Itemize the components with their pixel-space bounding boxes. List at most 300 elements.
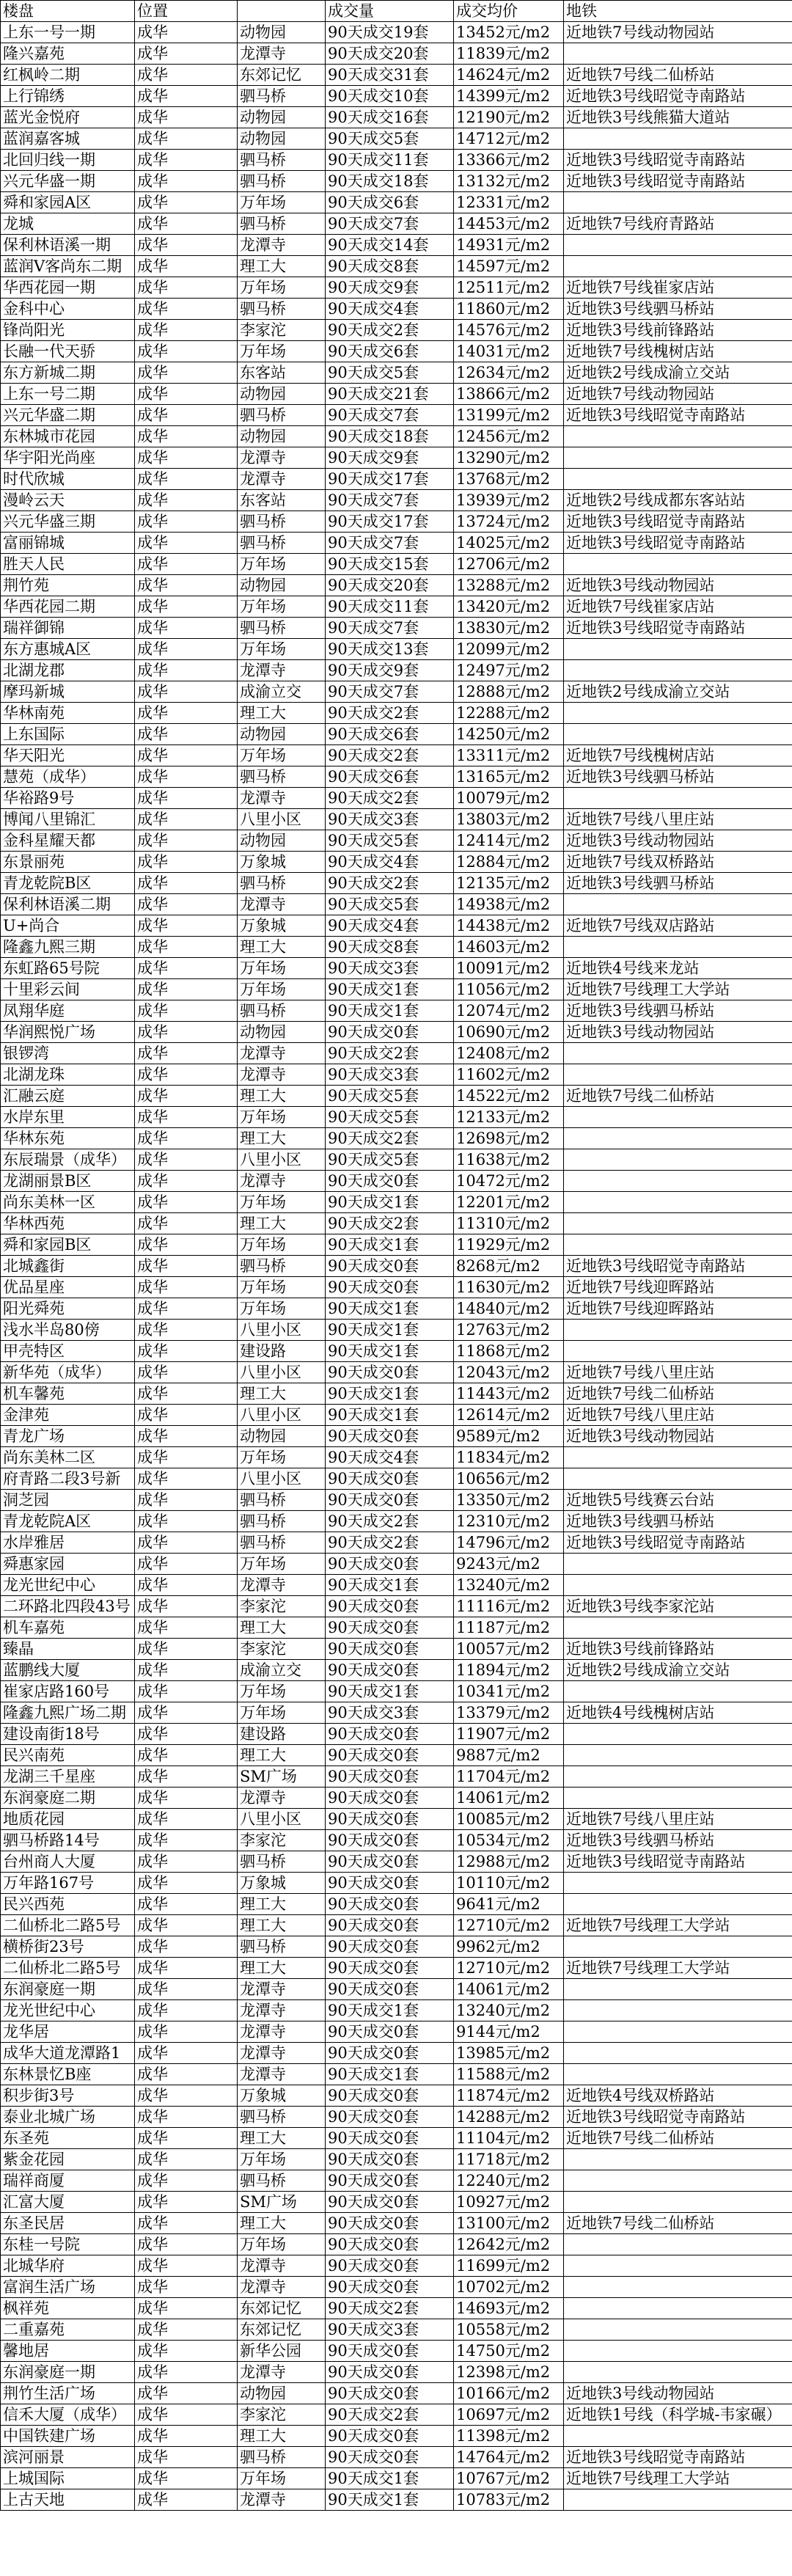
cell-volume: 90天成交31套 — [326, 65, 454, 86]
cell-district: 成华 — [135, 2085, 238, 2107]
cell-metro — [564, 1320, 792, 1341]
cell-district: 成华 — [135, 703, 238, 724]
cell-avg-price: 10091元/m2 — [454, 958, 564, 979]
cell-metro: 近地铁7号线二仙桥站 — [564, 65, 792, 86]
cell-metro — [564, 235, 792, 256]
cell-area: 李家沱 — [238, 1639, 326, 1660]
cell-area: 龙潭寺 — [238, 1043, 326, 1064]
table-row — [1, 724, 792, 745]
table-row — [1, 681, 792, 703]
cell-avg-price: 14938元/m2 — [454, 894, 564, 915]
cell-metro: 近地铁3号线昭觉寺南路站 — [564, 1256, 792, 1277]
cell-area: 八里小区 — [238, 1362, 326, 1383]
table-row — [1, 426, 792, 447]
cell-district: 成华 — [135, 405, 238, 426]
cell-estate: 富丽锦城 — [1, 533, 135, 554]
cell-avg-price: 12310元/m2 — [454, 1511, 564, 1532]
cell-district: 成华 — [135, 1511, 238, 1532]
cell-avg-price: 13768元/m2 — [454, 469, 564, 490]
cell-avg-price: 13724元/m2 — [454, 511, 564, 533]
cell-metro: 近地铁7号线二仙桥站 — [564, 1086, 792, 1107]
cell-area: 万年场 — [238, 639, 326, 660]
cell-volume: 90天成交0套 — [326, 1894, 454, 1915]
table-row — [1, 1873, 792, 1894]
cell-volume: 90天成交0套 — [326, 2128, 454, 2149]
cell-district: 成华 — [135, 1766, 238, 1788]
cell-estate: 隆鑫九熙广场二期 — [1, 1702, 135, 1724]
cell-estate: 长融一代天骄 — [1, 341, 135, 362]
cell-area: 万象城 — [238, 915, 326, 937]
cell-avg-price: 10690元/m2 — [454, 1022, 564, 1043]
cell-metro: 近地铁3号线动物园站 — [564, 830, 792, 852]
table-row — [1, 2213, 792, 2234]
table-row — [1, 469, 792, 490]
cell-estate: 东桂一号院 — [1, 2234, 135, 2255]
cell-volume: 90天成交9套 — [326, 660, 454, 681]
cell-area: SM广场 — [238, 1766, 326, 1788]
cell-district: 成华 — [135, 937, 238, 958]
cell-area: 李家沱 — [238, 1830, 326, 1851]
cell-avg-price: 12414元/m2 — [454, 830, 564, 852]
cell-avg-price: 12988元/m2 — [454, 1851, 564, 1873]
cell-district: 成华 — [135, 596, 238, 618]
cell-estate: U+尚合 — [1, 915, 135, 937]
cell-area: 万年场 — [238, 1192, 326, 1213]
cell-district: 成华 — [135, 1447, 238, 1468]
cell-volume: 90天成交3套 — [326, 809, 454, 830]
cell-avg-price: 14693元/m2 — [454, 2298, 564, 2319]
cell-district: 成华 — [135, 1490, 238, 1511]
cell-estate: 紫金花园 — [1, 2149, 135, 2170]
cell-district: 成华 — [135, 320, 238, 341]
cell-area: 龙潭寺 — [238, 447, 326, 469]
table-row — [1, 1192, 792, 1213]
cell-metro: 近地铁7号线理工大学站 — [564, 1958, 792, 1979]
cell-district: 成华 — [135, 724, 238, 745]
cell-avg-price: 14061元/m2 — [454, 1979, 564, 2000]
cell-district: 成华 — [135, 1234, 238, 1256]
cell-district: 成华 — [135, 1383, 238, 1405]
cell-area: 万年场 — [238, 958, 326, 979]
cell-avg-price: 12888元/m2 — [454, 681, 564, 703]
cell-volume: 90天成交2套 — [326, 873, 454, 894]
cell-avg-price: 14576元/m2 — [454, 320, 564, 341]
cell-metro — [564, 894, 792, 915]
cell-avg-price: 14764元/m2 — [454, 2447, 564, 2468]
cell-volume: 90天成交0套 — [326, 2213, 454, 2234]
cell-volume: 90天成交15套 — [326, 554, 454, 575]
table-row — [1, 1490, 792, 1511]
cell-estate: 东润豪庭一期 — [1, 1979, 135, 2000]
cell-avg-price: 10697元/m2 — [454, 2404, 564, 2426]
table-row — [1, 192, 792, 213]
cell-metro — [564, 2234, 792, 2255]
table-row — [1, 2404, 792, 2426]
cell-avg-price: 11630元/m2 — [454, 1277, 564, 1298]
table-row — [1, 745, 792, 766]
cell-estate: 瑞祥御锦 — [1, 618, 135, 639]
cell-district: 成华 — [135, 447, 238, 469]
cell-avg-price: 14712元/m2 — [454, 128, 564, 150]
cell-avg-price: 12240元/m2 — [454, 2170, 564, 2192]
cell-district: 成华 — [135, 2468, 238, 2489]
cell-avg-price: 13240元/m2 — [454, 1575, 564, 1596]
cell-district: 成华 — [135, 511, 238, 533]
cell-area: 东客站 — [238, 362, 326, 384]
table-row — [1, 1830, 792, 1851]
table-row — [1, 1234, 792, 1256]
cell-area: 理工大 — [238, 1915, 326, 1936]
cell-avg-price: 9589元/m2 — [454, 1426, 564, 1447]
cell-district: 成华 — [135, 1788, 238, 1809]
cell-metro: 近地铁3号线昭觉寺南路站 — [564, 618, 792, 639]
cell-area: 龙潭寺 — [238, 235, 326, 256]
cell-district: 成华 — [135, 1362, 238, 1383]
cell-area: 龙潭寺 — [238, 2064, 326, 2085]
cell-estate: 红枫岭二期 — [1, 65, 135, 86]
cell-volume: 90天成交0套 — [326, 1851, 454, 1873]
cell-area: 理工大 — [238, 1383, 326, 1405]
cell-avg-price: 10702元/m2 — [454, 2277, 564, 2298]
cell-avg-price: 12614元/m2 — [454, 1405, 564, 1426]
cell-avg-price: 11104元/m2 — [454, 2128, 564, 2149]
header-area — [238, 1, 326, 22]
cell-metro: 近地铁3号线熊猫大道站 — [564, 107, 792, 128]
cell-avg-price: 14288元/m2 — [454, 2107, 564, 2128]
cell-volume: 90天成交1套 — [326, 1341, 454, 1362]
cell-estate: 北湖龙珠 — [1, 1064, 135, 1086]
cell-volume: 90天成交2套 — [326, 1213, 454, 1234]
cell-metro — [564, 2000, 792, 2021]
cell-metro — [564, 1724, 792, 1745]
cell-estate: 上行锦绣 — [1, 86, 135, 107]
cell-estate: 金科星耀天都 — [1, 830, 135, 852]
table-row — [1, 1532, 792, 1554]
cell-estate: 华林西苑 — [1, 1213, 135, 1234]
cell-avg-price: 12698元/m2 — [454, 1128, 564, 1149]
cell-avg-price: 12288元/m2 — [454, 703, 564, 724]
cell-area: 建设路 — [238, 1724, 326, 1745]
cell-district: 成华 — [135, 1213, 238, 1234]
cell-estate: 东景丽苑 — [1, 852, 135, 873]
cell-metro — [564, 2319, 792, 2341]
cell-avg-price: 13379元/m2 — [454, 1702, 564, 1724]
table-row — [1, 1107, 792, 1128]
cell-avg-price: 10767元/m2 — [454, 2468, 564, 2489]
cell-volume: 90天成交0套 — [326, 1958, 454, 1979]
cell-estate: 尚东美林一区 — [1, 1192, 135, 1213]
cell-area: 万年场 — [238, 192, 326, 213]
cell-estate: 地质花园 — [1, 1809, 135, 1830]
cell-metro: 近地铁7号线理工大学站 — [564, 1915, 792, 1936]
table-row — [1, 2128, 792, 2149]
cell-district: 成华 — [135, 1022, 238, 1043]
cell-volume: 90天成交2套 — [326, 2404, 454, 2426]
cell-avg-price: 14597元/m2 — [454, 256, 564, 277]
cell-metro: 近地铁7号线迎晖路站 — [564, 1277, 792, 1298]
cell-volume: 90天成交0套 — [326, 1766, 454, 1788]
cell-metro — [564, 1788, 792, 1809]
cell-volume: 90天成交0套 — [326, 2085, 454, 2107]
cell-district: 成华 — [135, 533, 238, 554]
cell-estate: 中国铁建广场 — [1, 2426, 135, 2447]
cell-avg-price: 10558元/m2 — [454, 2319, 564, 2341]
cell-volume: 90天成交0套 — [326, 1554, 454, 1575]
cell-estate: 东方新城二期 — [1, 362, 135, 384]
cell-metro: 近地铁3号线驷马桥站 — [564, 1511, 792, 1532]
cell-area: 龙潭寺 — [238, 469, 326, 490]
cell-metro: 近地铁3号线昭觉寺南路站 — [564, 150, 792, 171]
cell-avg-price: 13290元/m2 — [454, 447, 564, 469]
cell-area: 动物园 — [238, 22, 326, 43]
cell-volume: 90天成交0套 — [326, 1873, 454, 1894]
cell-avg-price: 13240元/m2 — [454, 2000, 564, 2021]
cell-estate: 华西花园二期 — [1, 596, 135, 618]
cell-avg-price: 14603元/m2 — [454, 937, 564, 958]
table-row — [1, 2277, 792, 2298]
cell-metro: 近地铁7号线崔家店站 — [564, 596, 792, 618]
cell-avg-price: 13199元/m2 — [454, 405, 564, 426]
cell-metro: 近地铁4号线来龙站 — [564, 958, 792, 979]
cell-avg-price: 10079元/m2 — [454, 788, 564, 809]
cell-volume: 90天成交3套 — [326, 1064, 454, 1086]
cell-district: 成华 — [135, 2064, 238, 2085]
cell-estate: 保利林语溪一期 — [1, 235, 135, 256]
table-row — [1, 1766, 792, 1788]
cell-estate: 舜惠家园 — [1, 1554, 135, 1575]
cell-estate: 龙城 — [1, 213, 135, 235]
cell-estate: 上古天地 — [1, 2489, 135, 2511]
cell-metro — [564, 2149, 792, 2170]
cell-volume: 90天成交2套 — [326, 1532, 454, 1554]
cell-metro: 近地铁3号线昭觉寺南路站 — [564, 2107, 792, 2128]
cell-avg-price: 13420元/m2 — [454, 596, 564, 618]
cell-estate: 兴元华盛二期 — [1, 405, 135, 426]
cell-metro — [564, 639, 792, 660]
cell-estate: 新华苑（成华） — [1, 1362, 135, 1383]
cell-area: 理工大 — [238, 1617, 326, 1639]
cell-volume: 90天成交7套 — [326, 618, 454, 639]
cell-area: 万年场 — [238, 2468, 326, 2489]
cell-volume: 90天成交7套 — [326, 533, 454, 554]
cell-volume: 90天成交6套 — [326, 192, 454, 213]
table-row — [1, 1043, 792, 1064]
cell-avg-price: 11718元/m2 — [454, 2149, 564, 2170]
cell-volume: 90天成交1套 — [326, 2468, 454, 2489]
cell-volume: 90天成交0套 — [326, 1788, 454, 1809]
cell-estate: 慧苑（成华） — [1, 766, 135, 788]
table-row — [1, 1468, 792, 1490]
cell-avg-price: 13803元/m2 — [454, 809, 564, 830]
cell-area: 龙潭寺 — [238, 1788, 326, 1809]
cell-district: 成华 — [135, 2383, 238, 2404]
cell-area: 李家沱 — [238, 2404, 326, 2426]
table-row — [1, 1022, 792, 1043]
cell-estate: 华裕路9号 — [1, 788, 135, 809]
cell-avg-price: 12497元/m2 — [454, 660, 564, 681]
cell-area: 万年场 — [238, 554, 326, 575]
cell-estate: 东虹路65号院 — [1, 958, 135, 979]
cell-metro — [564, 660, 792, 681]
cell-district: 成华 — [135, 979, 238, 1000]
table-row — [1, 1341, 792, 1362]
cell-avg-price: 12331元/m2 — [454, 192, 564, 213]
table-row — [1, 2426, 792, 2447]
cell-metro: 近地铁3号线驷马桥站 — [564, 1830, 792, 1851]
table-row — [1, 660, 792, 681]
cell-district: 成华 — [135, 1809, 238, 1830]
table-row — [1, 1298, 792, 1320]
cell-avg-price: 10166元/m2 — [454, 2383, 564, 2404]
cell-avg-price: 11860元/m2 — [454, 299, 564, 320]
cell-volume: 90天成交19套 — [326, 22, 454, 43]
cell-avg-price: 12099元/m2 — [454, 639, 564, 660]
table-row — [1, 235, 792, 256]
cell-volume: 90天成交0套 — [326, 1022, 454, 1043]
cell-metro — [564, 937, 792, 958]
cell-metro: 近地铁3号线动物园站 — [564, 2383, 792, 2404]
cell-volume: 90天成交1套 — [326, 1681, 454, 1702]
cell-avg-price: 11310元/m2 — [454, 1213, 564, 1234]
table-row — [1, 2192, 792, 2213]
cell-estate: 东润豪庭一期 — [1, 2362, 135, 2383]
cell-metro: 近地铁7号线八里庄站 — [564, 1809, 792, 1830]
cell-estate: 东方惠城A区 — [1, 639, 135, 660]
cell-district: 成华 — [135, 1064, 238, 1086]
cell-avg-price: 10341元/m2 — [454, 1681, 564, 1702]
cell-district: 成华 — [135, 2277, 238, 2298]
cell-avg-price: 12074元/m2 — [454, 1000, 564, 1022]
table-row — [1, 979, 792, 1000]
cell-district: 成华 — [135, 1426, 238, 1447]
cell-estate: 民兴西苑 — [1, 1894, 135, 1915]
cell-avg-price: 11839元/m2 — [454, 43, 564, 65]
cell-area: 八里小区 — [238, 1405, 326, 1426]
cell-area: 万年场 — [238, 1702, 326, 1724]
table-row — [1, 1702, 792, 1724]
cell-metro — [564, 1936, 792, 1958]
cell-volume: 90天成交20套 — [326, 575, 454, 596]
table-row — [1, 852, 792, 873]
cell-metro — [564, 2362, 792, 2383]
cell-avg-price: 12884元/m2 — [454, 852, 564, 873]
cell-area: 动物园 — [238, 107, 326, 128]
cell-area: 理工大 — [238, 1213, 326, 1234]
cell-district: 成华 — [135, 128, 238, 150]
cell-district: 成华 — [135, 1936, 238, 1958]
cell-metro: 近地铁4号线双桥路站 — [564, 2085, 792, 2107]
cell-volume: 90天成交17套 — [326, 469, 454, 490]
table-row — [1, 86, 792, 107]
cell-metro — [564, 192, 792, 213]
cell-volume: 90天成交0套 — [326, 1915, 454, 1936]
cell-area: 李家沱 — [238, 1596, 326, 1617]
cell-avg-price: 12706元/m2 — [454, 554, 564, 575]
cell-volume: 90天成交0套 — [326, 1490, 454, 1511]
cell-avg-price: 13288元/m2 — [454, 575, 564, 596]
cell-metro — [564, 256, 792, 277]
cell-metro — [564, 2192, 792, 2213]
table-row — [1, 128, 792, 150]
cell-area: 八里小区 — [238, 1149, 326, 1171]
cell-avg-price: 11699元/m2 — [454, 2255, 564, 2277]
table-row — [1, 596, 792, 618]
cell-district: 成华 — [135, 2234, 238, 2255]
table-row — [1, 809, 792, 830]
cell-volume: 90天成交5套 — [326, 830, 454, 852]
cell-volume: 90天成交5套 — [326, 1149, 454, 1171]
cell-district: 成华 — [135, 1915, 238, 1936]
cell-metro — [564, 2489, 792, 2511]
cell-avg-price: 10656元/m2 — [454, 1468, 564, 1490]
cell-area: 龙潭寺 — [238, 2021, 326, 2043]
cell-metro: 近地铁3号线驷马桥站 — [564, 1000, 792, 1022]
cell-avg-price: 12201元/m2 — [454, 1192, 564, 1213]
cell-metro — [564, 1043, 792, 1064]
cell-district: 成华 — [135, 852, 238, 873]
cell-district: 成华 — [135, 1405, 238, 1426]
cell-volume: 90天成交18套 — [326, 426, 454, 447]
cell-estate: 枫祥苑 — [1, 2298, 135, 2319]
cell-volume: 90天成交1套 — [326, 1383, 454, 1405]
cell-avg-price: 12710元/m2 — [454, 1915, 564, 1936]
cell-avg-price: 13366元/m2 — [454, 150, 564, 171]
cell-district: 成华 — [135, 1617, 238, 1639]
cell-metro — [564, 128, 792, 150]
cell-volume: 90天成交3套 — [326, 1702, 454, 1724]
cell-avg-price: 12642元/m2 — [454, 2234, 564, 2255]
cell-avg-price: 9962元/m2 — [454, 1936, 564, 1958]
table-row — [1, 2362, 792, 2383]
cell-estate: 甲壳特区 — [1, 1341, 135, 1362]
cell-volume: 90天成交6套 — [326, 724, 454, 745]
table-row — [1, 1639, 792, 1660]
cell-district: 成华 — [135, 575, 238, 596]
cell-metro — [564, 447, 792, 469]
cell-metro: 近地铁3号线前锋路站 — [564, 320, 792, 341]
cell-district: 成华 — [135, 277, 238, 299]
cell-area: 万年场 — [238, 979, 326, 1000]
cell-volume: 90天成交0套 — [326, 1468, 454, 1490]
cell-metro: 近地铁7号线八里庄站 — [564, 809, 792, 830]
cell-estate: 驷马桥路14号 — [1, 1830, 135, 1851]
table-row — [1, 1596, 792, 1617]
table-row — [1, 958, 792, 979]
cell-avg-price: 9641元/m2 — [454, 1894, 564, 1915]
cell-volume: 90天成交5套 — [326, 894, 454, 915]
cell-avg-price: 12190元/m2 — [454, 107, 564, 128]
cell-area: 理工大 — [238, 937, 326, 958]
cell-avg-price: 11907元/m2 — [454, 1724, 564, 1745]
cell-area: 东郊记忆 — [238, 2319, 326, 2341]
cell-district: 成华 — [135, 1341, 238, 1362]
cell-metro: 近地铁7号线二仙桥站 — [564, 2128, 792, 2149]
cell-metro: 近地铁7号线理工大学站 — [564, 979, 792, 1000]
cell-estate: 舜和家园A区 — [1, 192, 135, 213]
cell-area: 动物园 — [238, 1022, 326, 1043]
cell-avg-price: 11894元/m2 — [454, 1660, 564, 1681]
cell-estate: 蓝鹏线大厦 — [1, 1660, 135, 1681]
cell-estate: 机车嘉苑 — [1, 1617, 135, 1639]
cell-metro — [564, 1468, 792, 1490]
cell-avg-price: 14061元/m2 — [454, 1788, 564, 1809]
cell-volume: 90天成交1套 — [326, 1405, 454, 1426]
table-row — [1, 341, 792, 362]
cell-district: 成华 — [135, 788, 238, 809]
cell-volume: 90天成交0套 — [326, 2362, 454, 2383]
table-row — [1, 1213, 792, 1234]
cell-area: 龙潭寺 — [238, 1171, 326, 1192]
